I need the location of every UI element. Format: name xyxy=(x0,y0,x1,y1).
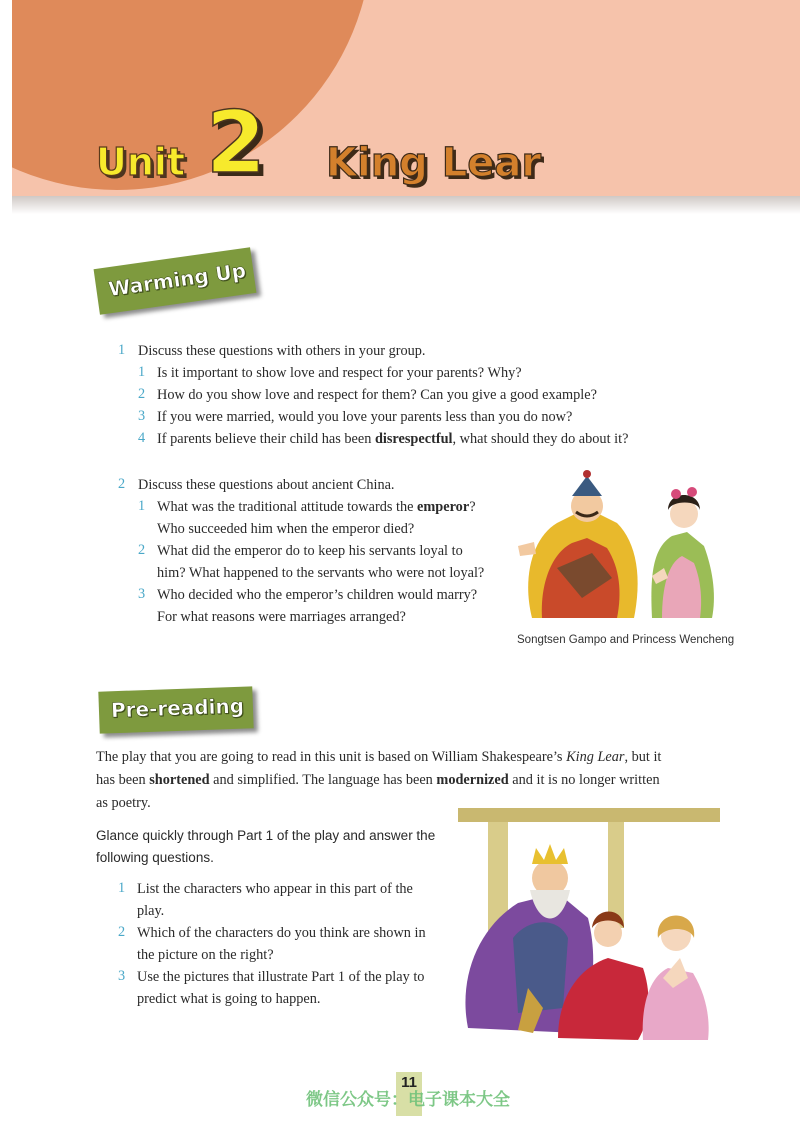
pre-reading-banner xyxy=(98,686,253,733)
page-number: 11 xyxy=(396,1072,422,1116)
sub-question-text: If parents believe their child has been disrespectful, what should they do about it? xyxy=(157,431,629,447)
sub-question-number: 1 xyxy=(138,364,146,380)
intro-line: The play that you are going to read in this unit is based on William Shakespeare’s King Lear, but it xyxy=(96,749,662,765)
emperor-princess-illustration xyxy=(512,468,722,626)
warming-up-banner xyxy=(94,247,257,315)
instruction-line: Glance quickly through Part 1 of the play and answer the xyxy=(96,828,436,843)
vocab-modernized: modernized xyxy=(436,772,509,788)
sub-question-number: 3 xyxy=(138,586,146,602)
instruction-line: following questions. xyxy=(96,850,214,865)
sub-question-line: What was the traditional attitude towards the emperor? xyxy=(157,499,476,515)
king-lear-illustration xyxy=(458,808,720,1040)
sub-question-text: Is it important to show love and respect for your parents? Why? xyxy=(157,365,522,381)
vocab-emperor: emperor xyxy=(417,499,470,515)
sub-question-line: him? What happened to the servants who were not loyal? xyxy=(157,565,485,581)
question-number: 1 xyxy=(118,880,126,896)
question-line: Use the pictures that illustrate Part 1 of the play to xyxy=(137,969,425,985)
intro-line: has been shortened and simplified. The language has been modernized and it is no longer written xyxy=(96,772,660,788)
question-line: predict what is going to happen. xyxy=(137,991,321,1007)
question-text: Discuss these questions with others in your group. xyxy=(138,343,426,359)
pre-reading-label: Pre-reading xyxy=(110,693,245,723)
sub-question-text: How do you show love and respect for them? Can you give a good example? xyxy=(157,387,597,403)
question-text: Discuss these questions about ancient China. xyxy=(138,477,395,493)
question-line: List the characters who appear in this part of the xyxy=(137,881,413,897)
illustration-caption: Songtsen Gampo and Princess Wencheng xyxy=(517,634,735,646)
question-number: 3 xyxy=(118,968,126,984)
unit-number: 2 xyxy=(206,93,266,193)
question-line: the picture on the right? xyxy=(137,947,274,963)
sub-question-line: Who succeeded him when the emperor died? xyxy=(157,521,415,537)
sub-question-number: 4 xyxy=(138,430,146,446)
header-decorative-circle xyxy=(12,0,372,193)
sub-question-number: 2 xyxy=(138,386,146,402)
warming-up-label: Warming Up xyxy=(106,258,248,302)
question-line: play. xyxy=(137,903,165,919)
question-number: 2 xyxy=(118,476,126,492)
question-number: 1 xyxy=(118,342,126,358)
intro-line: as poetry. xyxy=(96,795,151,811)
sub-question-line: Who decided who the emperor’s children would marry? xyxy=(157,587,478,603)
sub-question-number: 3 xyxy=(138,408,146,424)
sub-question-line: What did the emperor do to keep his servants loyal to xyxy=(157,543,463,559)
sub-question-text: If you were married, would you love your parents less than you do now? xyxy=(157,409,573,425)
sub-question-number: 2 xyxy=(138,542,146,558)
watermark-text: 微信公众号：电子课本大全 xyxy=(306,1090,510,1110)
header-shadow xyxy=(12,196,800,214)
sub-question-number: 1 xyxy=(138,498,146,514)
question-number: 2 xyxy=(118,924,126,940)
question-line: Which of the characters do you think are shown in xyxy=(137,925,426,941)
sub-question-line: For what reasons were marriages arranged? xyxy=(157,609,406,625)
play-title: King Lear xyxy=(566,749,625,765)
vocab-shortened: shortened xyxy=(149,772,210,788)
unit-title: King Lear xyxy=(326,140,542,186)
vocab-disrespectful: disrespectful xyxy=(374,431,453,447)
unit-label: Unit xyxy=(96,140,186,184)
